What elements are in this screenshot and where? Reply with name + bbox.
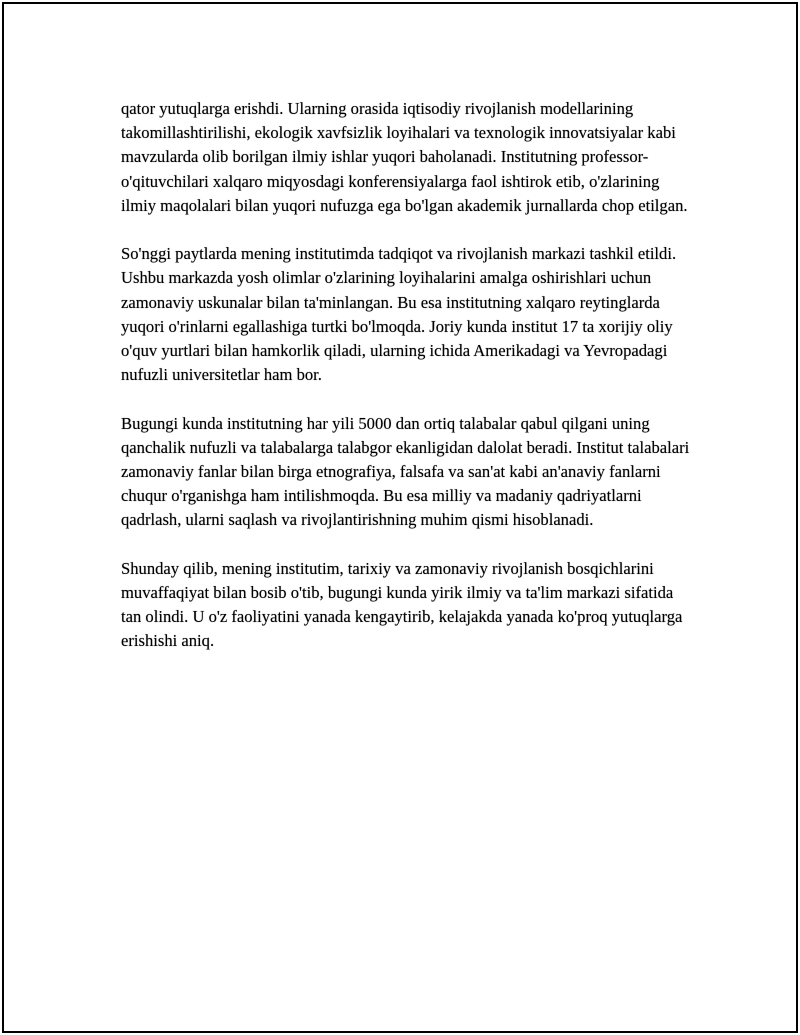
paragraph: Shunday qilib, mening institutim, tarixiy va zamonaviy rivojlanish bosqichlarini muvaffaqiyat bilan bosib o'tib, bugungi kunda yirik ilmiy va ta'lim markazi sifatida tan olindi. U o'z faoliyatini yanada kengaytirib, kelajakda yanada ko'proq yutuqlarga erishishi aniq. (121, 558, 683, 651)
paragraph: So'nggi paytlarda mening institutimda tadqiqot va rivojlanish markazi tashkil etildi. Ushbu markazda yosh olimlar o'zlarining loyihalarini amalga oshirishlari uchun zamonaviy uskunalar bilan ta'minlangan. Bu esa institutning xalqaro reytinglarda yuqori o'rinlarni egallashiga turtki bo'lmoqda. Joriy kunda institut 17 ta xorijiy oliy o'quv yurtlari bilan hamkorlik qiladi, ularning ichida Amerikadagi va Yevropadagi nufuzli universitetlar ham bor. (121, 244, 677, 385)
paragraph: qator yutuqlarga erishdi. Ularning orasida iqtisodiy rivojlanish modellarining takomillashtirilishi, ekologik xavfsizlik loyihalari va texnologik innovatsiyalar kabi mavzularda olib borilgan ilmiy ishlar yuqori baholanadi. Institutning professor-o'qituvchilari xalqaro miqyosdagi konferensiyalarga faol ishtirok etib, o'zlarining ilmiy maqolalari bilan yuqori nufuzga ega bo'lgan akademik jurnallarda chop etilgan. (121, 99, 688, 215)
paragraph: Bugungi kunda institutning har yili 5000 dan ortiq talabalar qabul qilgani uning qanchalik nufuzli va talabalarga talabgor ekanligidan dalolat beradi. Institut talabalari zamonaviy fanlar bilan birga etnografiya, falsafa va san'at kabi an'anaviy fanlarni chuqur o'rganishga ham intilishmoqda. Bu esa milliy va madaniy qadriyatlarni qadrlash, ularni saqlash va rivojlantirishning muhim qismi hisoblanadi. (121, 413, 690, 530)
document-page (2, 2, 798, 1033)
document-body (121, 97, 693, 678)
